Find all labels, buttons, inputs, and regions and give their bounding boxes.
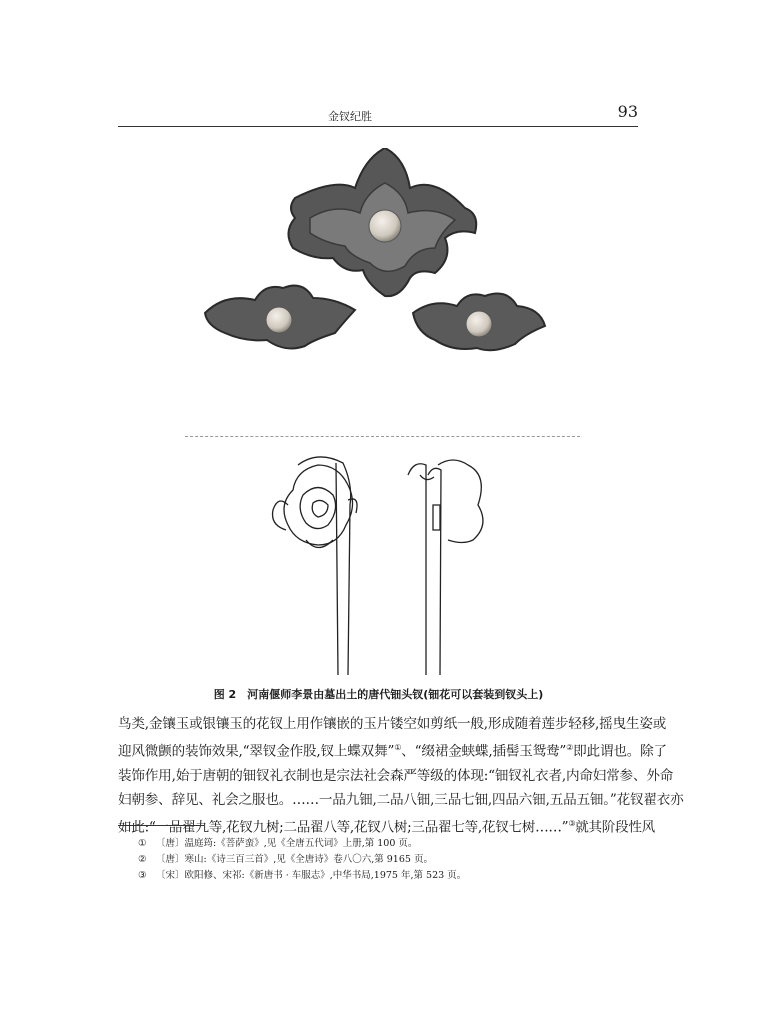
footnote-ref[interactable]: ① <box>394 743 402 752</box>
footnote-number: ① <box>138 838 147 849</box>
large-ornament <box>288 148 476 296</box>
page-number: 93 <box>617 102 638 121</box>
footnote-number: ② <box>138 854 147 865</box>
small-ornament-right <box>413 294 545 351</box>
right-hairpin-drawing <box>408 460 483 675</box>
figure-caption: 图 2 河南偃师李景由墓出土的唐代钿头钗(钿花可以套装到钗头上) <box>213 688 544 701</box>
running-header <box>118 104 638 127</box>
hairpin-drawing <box>178 445 578 680</box>
footnote-text: 〔唐〕温庭筠:《菩萨蛮》,见《全唐五代词》上册,第 100 页。 <box>156 838 418 849</box>
body-line: 鸟类,金镶玉或银镶玉的花钗上用作镶嵌的玉片镂空如剪纸一般,形成随着莲步轻移,摇曳生姿或 <box>118 716 667 732</box>
footnote-ref[interactable]: ② <box>566 743 574 752</box>
footnote-text: 〔唐〕寒山:《诗三百三首》,见《全唐诗》卷八〇六,第 9165 页。 <box>156 854 433 865</box>
small-ornament-left <box>205 286 355 349</box>
footnote-ref[interactable]: ③ <box>568 818 576 828</box>
footnote-rule <box>118 825 204 826</box>
body-line: 如此:“一品翟九等,花钗九树;二品翟八等,花钗八树;三品翟七等,花钗七树……”③就其阶段性风 <box>118 818 655 836</box>
body-line: 妇朝参、辞见、礼会之服也。……一品九钿,二品八钿,三品七钿,四品六钿,五品五钿。”花钗翟衣亦 <box>118 791 684 808</box>
left-hairpin-drawing <box>273 457 357 675</box>
body-text <box>118 712 684 839</box>
footnote <box>138 868 466 884</box>
footnote <box>138 836 466 852</box>
figure-divider <box>185 436 580 437</box>
footnote-text: 〔宋〕欧阳修、宋祁:《新唐书 · 车服志》,中华书局,1975 年,第 523 页。 <box>156 870 467 881</box>
body-line: 装饰作用,始于唐朝的钿钗礼衣制也是宗法社会森严等级的体现:“钿钗礼衣者,内命妇常参、外命 <box>118 767 674 784</box>
footnote-number: ③ <box>138 870 147 881</box>
footnotes <box>138 836 466 884</box>
ornament-photo <box>195 148 575 383</box>
footnote <box>138 852 466 868</box>
body-line: 迎风微颤的装饰效果,“翠钗金作股,钗上蝶双舞”①、“缀裙金蛱蝶,插髻玉鸳鸯”②即此谓也。除了 <box>118 743 667 760</box>
running-title: 金钗纪胜 <box>328 110 372 123</box>
